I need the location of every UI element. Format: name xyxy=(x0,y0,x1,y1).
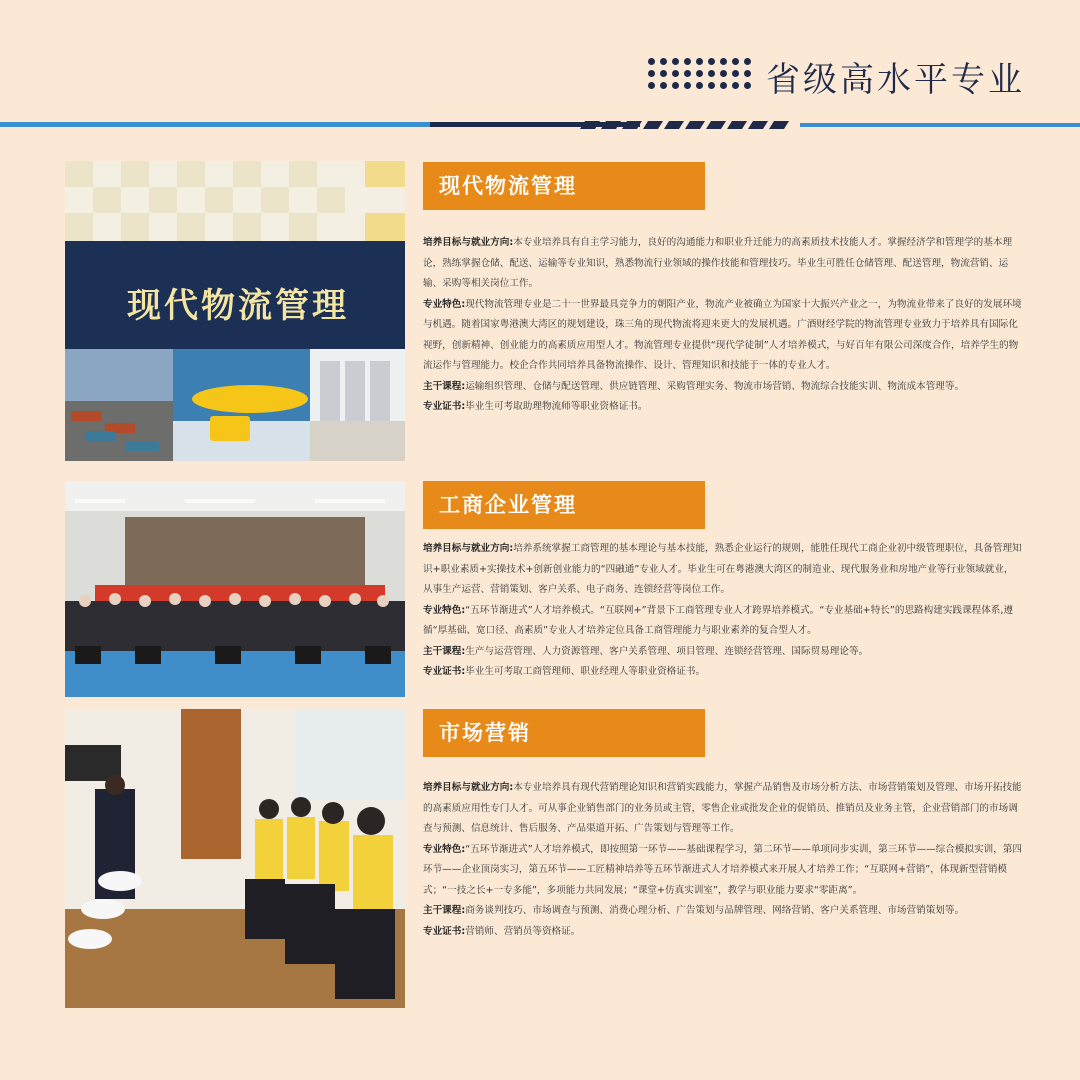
dot-mark xyxy=(660,70,667,77)
para-certificate xyxy=(423,397,1023,418)
para-label: 培养目标与就业方向: xyxy=(423,237,514,248)
para-label: 专业证书: xyxy=(423,666,466,677)
business-management-class-photo xyxy=(65,481,405,697)
para-text: 本专业培养具有现代营销理论知识和营销实践能力，掌握产品销售及市场分析方法、市场营销策划及管理、市场开拓技能的高素质应用性专门人才。可从事企业销售部门的业务员或主管，零售企业或批发企业的促销员、推销员及业务主管，企业营销部门的市场调查与预测、信息统计、售后服务、产品渠道开拓、广告策划与管理等工作。 xyxy=(423,782,1022,834)
section-title-marketing: 市场营销 xyxy=(423,709,705,757)
marketing-class-photo xyxy=(65,709,405,1008)
dot-mark xyxy=(720,70,727,77)
dot-mark xyxy=(720,58,727,65)
para-certificate xyxy=(423,922,1023,943)
para-training-goal xyxy=(423,778,1023,840)
para-text: 培养系统掌握工商管理的基本理论与基本技能，熟悉企业运行的规则，能胜任现代工商企业初中级管理职位，具备管理知识+职业素质+实操技术+创新创业能力的“四融通”专业人才。毕业生可在粤港澳大湾区的制造业、现代服务业和房地产业等行业领域就业，从事生产运营、营销策划、客户关系、电子商务、连锁经营等岗位工作。 xyxy=(423,543,1022,595)
para-certificate xyxy=(423,662,1023,683)
para-label: 专业特色: xyxy=(423,843,466,855)
para-label: 专业特色: xyxy=(423,298,466,310)
para-features xyxy=(423,295,1023,377)
para-features xyxy=(423,601,1023,642)
dot-mark xyxy=(672,82,679,89)
para-label: 专业证书: xyxy=(423,925,466,937)
dot-mark xyxy=(672,58,679,65)
para-text: 毕业生可考取助理物流师等职业资格证书。 xyxy=(465,401,648,412)
para-text: 运输组织管理、仓储与配送管理、供应链管理、采购管理实务、物流市场营销、物流综合技能实训、物流成本管理等。 xyxy=(465,380,965,392)
dot-mark xyxy=(660,82,667,89)
dot-mark xyxy=(696,70,703,77)
para-label: 专业特色: xyxy=(423,604,466,616)
dot-mark xyxy=(696,82,703,89)
para-training-goal xyxy=(423,539,1023,601)
dot-mark xyxy=(696,58,703,65)
dot-mark xyxy=(732,82,739,89)
dot-mark xyxy=(744,70,751,77)
dot-mark xyxy=(684,58,691,65)
dot-mark xyxy=(648,70,655,77)
dot-mark xyxy=(732,70,739,77)
page-header xyxy=(0,0,1080,140)
page-title: 省级高水平专业 xyxy=(766,60,1025,100)
section-title-business-management: 工商企业管理 xyxy=(423,481,705,529)
para-label: 专业证书: xyxy=(423,401,466,412)
para-features xyxy=(423,840,1023,902)
para-text: 生产与运营管理、人力资源管理、客户关系管理、项目管理、连锁经营管理、国际贸易理论等。 xyxy=(465,645,869,657)
dot-mark xyxy=(648,82,655,89)
para-text: 营销师、营销员等资格证。 xyxy=(465,925,581,937)
section-body-marketing xyxy=(423,778,1023,942)
section-body-logistics xyxy=(423,233,1023,418)
para-label: 培养目标与就业方向: xyxy=(423,782,514,793)
para-courses xyxy=(423,901,1023,922)
para-label: 主干课程: xyxy=(423,645,466,657)
dot-mark xyxy=(684,82,691,89)
para-courses xyxy=(423,642,1023,663)
logistics-banner-image xyxy=(65,161,405,461)
logistics-image-title: 现代物流管理 xyxy=(127,286,349,326)
para-label: 培养目标与就业方向: xyxy=(423,543,514,554)
dot-mark xyxy=(744,58,751,65)
para-text: 本专业培养具有自主学习能力，良好的沟通能力和职业升迁能力的高素质技术技能人才。掌握经济学和管理学的基本理论，熟练掌握仓储、配送、运输等专业知识，熟悉物流行业领域的操作技能和管理技巧。毕业生可胜任仓储管理、配送管理，物流营销、运输、采购等相关岗位工作。 xyxy=(423,237,1013,289)
dot-mark xyxy=(708,82,715,89)
dot-mark xyxy=(744,82,751,89)
dot-mark xyxy=(708,70,715,77)
section-title-logistics: 现代物流管理 xyxy=(423,162,705,210)
para-training-goal xyxy=(423,233,1023,295)
dot-mark xyxy=(660,58,667,65)
dot-mark xyxy=(684,70,691,77)
para-courses xyxy=(423,377,1023,398)
dot-mark xyxy=(708,58,715,65)
para-text: 商务谈判技巧、市场调查与预测、消费心理分析、广告策划与品牌管理、网络营销、客户关系管理、市场营销策划等。 xyxy=(465,905,965,916)
dot-mark xyxy=(732,58,739,65)
para-text: “五环节渐进式”人才培养模式。“互联网+”背景下工商管理专业人才跨界培养模式。“专业基础+特长”的思路构建实践课程体系,遵循“厚基础、宽口径、高素质”专业人才培养定位具备工商管理能力与职业素养的复合型人才。 xyxy=(423,604,1014,636)
para-label: 主干课程: xyxy=(423,380,466,392)
para-text: 现代物流管理专业是二十一世界最具竞争力的朝阳产业，物流产业被确立为国家十大振兴产业之一，为物流业带来了良好的发展环境与机遇。随着国家粤港澳大湾区的规划建设，珠三角的现代物流将迎来更大的发展机遇。广酒财经学院的物流管理专业致力于培养具有国际化视野，创新精神、创业能力的高素质应用型人才。物流管理专业提供“现代学徒制”人才培养模式，与好百年有限公司深度合作，培养学生的物流运作与管理能力。校企合作共同培养具备物流操作、设计、管理知识和技能于一体的专业人才。 xyxy=(423,298,1022,371)
para-label: 主干课程: xyxy=(423,905,466,916)
dot-mark xyxy=(672,70,679,77)
dot-mark xyxy=(720,82,727,89)
header-stripe xyxy=(0,121,1080,129)
section-body-business-management xyxy=(423,539,1023,683)
para-text: 毕业生可考取工商管理师、职业经理人等职业资格证书。 xyxy=(465,666,706,677)
dot-mark xyxy=(648,58,655,65)
dots-decoration-icon xyxy=(648,58,752,94)
para-text: “五环节渐进式”人才培养模式，即按照第一环节——基础课程学习，第二环节——单项同步实训，第三环节——综合模拟实训，第四环节——企业顶岗实习，第五环节——工匠精神培养等五环节渐进式人才培养模式来开展人才培养工作；“互联网+营销”，体现新型营销模式；“一技之长+一专多能”，多项能力共同发展；“课堂+仿真实训室”，教学与职业能力要求“零距离”。 xyxy=(423,843,1023,896)
